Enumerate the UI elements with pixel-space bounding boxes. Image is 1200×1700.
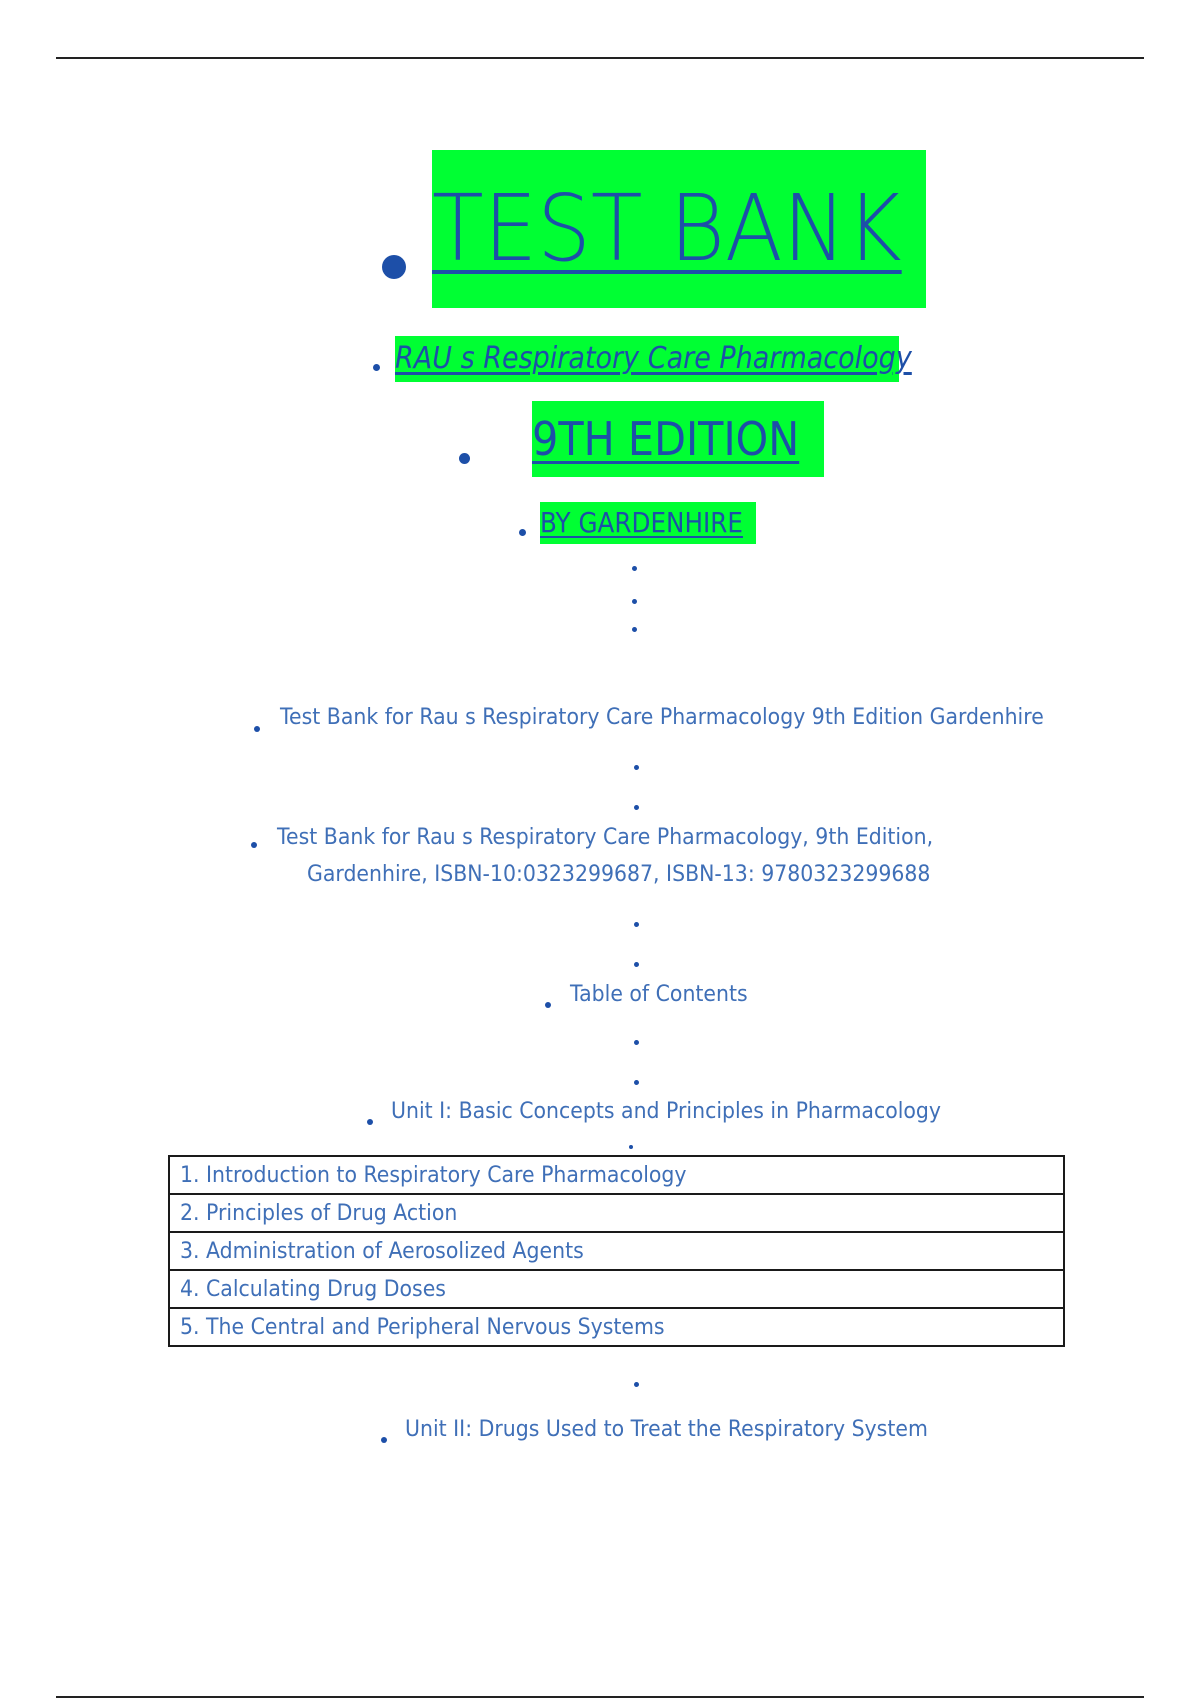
spacer-bullet [634,962,639,967]
spacer-bullet [634,1382,639,1387]
toc-heading: Table of Contents [570,982,748,1007]
spacer-bullet [634,1040,639,1045]
table-row [169,1156,1064,1194]
chapter-cell: 1. Introduction to Respiratory Care Pharmacology [169,1156,1064,1194]
spacer-bullet [634,922,639,927]
table-row [169,1270,1064,1308]
spacer-bullet [632,627,637,632]
table-row [169,1194,1064,1232]
bullet-unit1 [367,1119,373,1125]
spacer-bullet [634,1080,639,1085]
chapter-cell: 2. Principles of Drug Action [169,1194,1064,1232]
chapter-cell: 4. Calculating Drug Doses [169,1270,1064,1308]
unit2-heading: Unit II: Drugs Used to Treat the Respiratory System [405,1417,928,1442]
spacer-bullet [629,1145,633,1149]
bullet-edition [459,453,470,464]
bullet-title [382,255,406,279]
table-row [169,1232,1064,1270]
spacer-bullet [634,765,639,770]
bullet-unit2 [381,1437,387,1443]
footer-rule [56,1696,1144,1698]
chapter-cell: 5. The Central and Peripheral Nervous Systems [169,1308,1064,1346]
spacer-bullet [632,566,637,571]
chapter-table [168,1155,1065,1347]
isbn-description-line2: Gardenhire, ISBN-10:0323299687, ISBN-13: 9780323299688 [307,862,931,887]
document-title: TEST BANK [432,150,926,308]
book-edition: 9TH EDITION [532,401,824,477]
book-author: BY GARDENHIRE [540,502,756,544]
bullet-subtitle [373,364,380,371]
table-row [169,1308,1064,1346]
test-bank-description: Test Bank for Rau s Respiratory Care Pharmacology 9th Edition Gardenhire [280,705,1044,730]
bullet-author [519,529,526,536]
header-rule [56,57,1144,59]
isbn-description-line1: Test Bank for Rau s Respiratory Care Pharmacology, 9th Edition, [277,825,934,850]
chapter-cell: 3. Administration of Aerosolized Agents [169,1232,1064,1270]
spacer-bullet [632,599,637,604]
book-subtitle: RAU s Respiratory Care Pharmacology [395,336,899,382]
spacer-bullet [634,805,639,810]
bullet-paragraph2 [251,842,257,848]
bullet-paragraph1 [254,726,260,732]
bullet-toc-heading [545,1002,551,1008]
unit1-heading: Unit I: Basic Concepts and Principles in Pharmacology [391,1099,942,1124]
